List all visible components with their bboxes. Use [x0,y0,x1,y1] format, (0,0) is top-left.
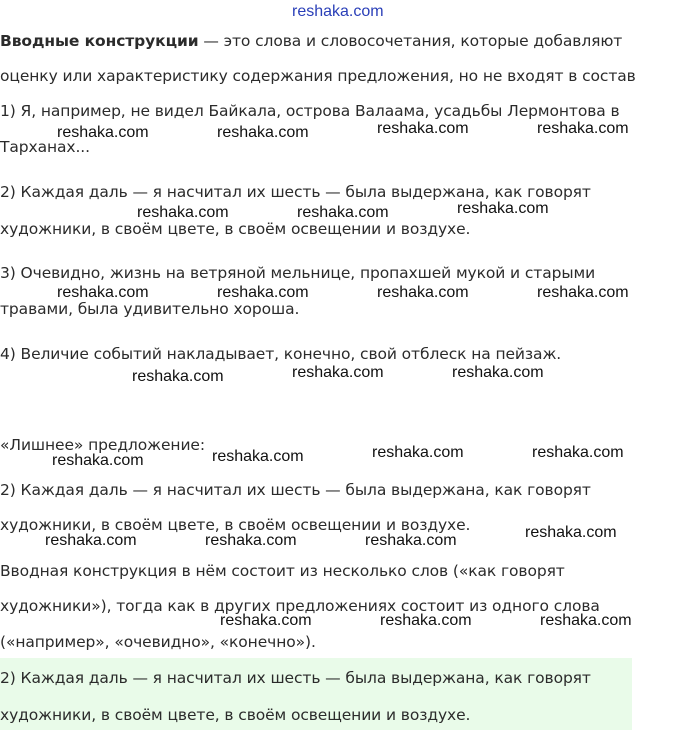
watermark: reshaka.com [525,524,617,541]
intro-term: Вводные конструкции [0,32,199,50]
intro-line-2: оценку или характеристику содержания предложения, но не входят в состав [0,67,636,85]
sentence-2-line-1: 2) Каждая даль — я насчитал их шесть — была выдержана, как говорят [0,183,591,201]
sentence-4-line-1: 4) Величие событий накладывает, конечно, свой отблеск на пейзаж. [0,345,562,363]
watermark: reshaka.com [380,612,472,629]
watermark: reshaka.com [217,124,309,141]
explanation-line-1: Вводная конструкция в нём состоит из несколько слов («как говорят [0,562,565,580]
explanation-line-3: («например», «очевидно», «конечно»). [0,633,316,651]
extra-label: «Лишнее» предложение: [0,436,205,454]
sentence-3-line-1: 3) Очевидно, жизнь на ветряной мельнице, пропахшей мукой и старыми [0,264,596,282]
watermark: reshaka.com [377,120,469,137]
site-logo: reshaka.com [292,3,384,20]
watermark: reshaka.com [377,284,469,301]
answer-line-1: 2) Каждая даль — я насчитал их шесть — была выдержана, как говорят [0,669,591,687]
watermark: reshaka.com [297,204,389,221]
watermark: reshaka.com [540,612,632,629]
answer-line-2: художники, в своём цвете, в своём освещении и воздухе. [0,706,471,724]
extra-sentence-line-1: 2) Каждая даль — я насчитал их шесть — была выдержана, как говорят [0,481,591,499]
watermark: reshaka.com [292,364,384,381]
sentence-1-line-2: Тарханах... [0,138,90,156]
explanation-line-2: художники»), тогда как в других предложениях состоит из одного слова [0,597,600,615]
watermark: reshaka.com [452,364,544,381]
sentence-2-line-2: художники, в своём цвете, в своём освещении и воздухе. [0,220,471,238]
watermark: reshaka.com [52,452,144,469]
watermark: reshaka.com [205,532,297,549]
sentence-3-line-2: травами, была удивительно хороша. [0,300,300,318]
watermark: reshaka.com [137,204,229,221]
watermark: reshaka.com [372,444,464,461]
watermark: reshaka.com [132,368,224,385]
watermark: reshaka.com [57,124,149,141]
watermark: reshaka.com [212,448,304,465]
watermark: reshaka.com [537,120,629,137]
intro-text: — это слова и словосочетания, которые добавляют [198,32,623,50]
watermark: reshaka.com [365,532,457,549]
extra-sentence-line-2: художники, в своём цвете, в своём освещении и воздухе. [0,516,471,534]
watermark: reshaka.com [220,612,312,629]
watermark: reshaka.com [57,284,149,301]
watermark: reshaka.com [45,532,137,549]
watermark: reshaka.com [537,284,629,301]
intro-line-1 [0,31,622,51]
sentence-1-line-1: 1) Я, например, не видел Байкала, острова Валаама, усадьбы Лермонтова в [0,102,620,120]
watermark: reshaka.com [457,200,549,217]
watermark: reshaka.com [217,284,309,301]
watermark: reshaka.com [532,444,624,461]
